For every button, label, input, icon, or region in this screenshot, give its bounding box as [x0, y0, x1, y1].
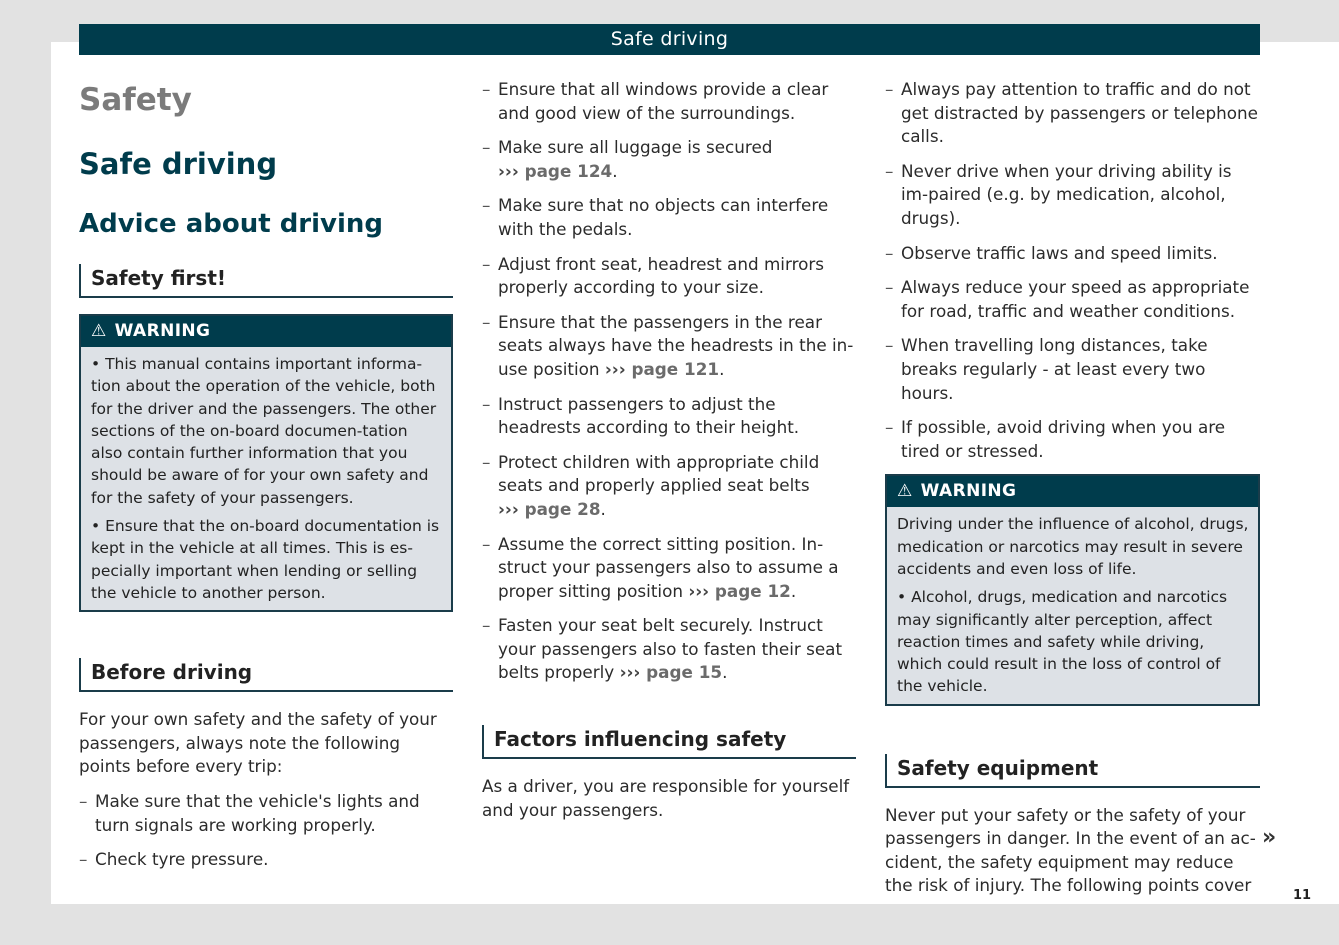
subheading-factors-influencing-safety: Factors influencing safety	[482, 725, 856, 759]
subheading-safety-equipment: Safety equipment	[885, 754, 1260, 788]
list-item: – When travelling long distances, take breaks regularly - at least every two hours.	[885, 334, 1260, 405]
page-reference-link[interactable]	[498, 161, 612, 181]
page-reference-link[interactable]	[605, 359, 719, 379]
list-item	[482, 393, 856, 440]
warning-label: WARNING	[920, 481, 1017, 502]
list-item: – Observe traffic laws and speed limits.	[885, 242, 1260, 266]
warning-triangle-icon: ⚠	[91, 321, 107, 341]
page-reference-link[interactable]	[688, 581, 791, 601]
page-reference-text: page 121	[631, 358, 720, 379]
list-item: – If possible, avoid driving when you are tired or stressed.	[885, 416, 1260, 463]
warning-paragraph: • Ensure that the on-board documentation is kept in the vehicle at all times. This is es-pecially important when lending or selling the vehicle to another person.	[91, 517, 440, 602]
warning-box	[79, 314, 453, 612]
list-item-text: Ensure that the passengers in the rear seats always have the headrests in the in-use position	[498, 311, 854, 379]
warning-header	[887, 476, 1258, 507]
list-item: – Fasten your seat belt securely. Instruct your passengers also to fasten their seat belts properly ››› page 15.	[482, 614, 856, 685]
chapter-header	[79, 24, 1260, 55]
list-item: – Protect children with appropriate child seats and properly applied seat belts ››› page 28.	[482, 451, 856, 522]
warning-label: WARNING	[114, 321, 211, 341]
reference-arrows-icon: ›››	[604, 358, 626, 379]
list-item: – Assume the correct sitting position. In-struct your passengers also to assume a proper sitting position ››› page 12.	[482, 533, 856, 604]
warning-paragraph: • This manual contains important informa-tion about the operation of the vehicle, both for the driver and the passengers. The other sections of the on-board documen-tation also contain further information that you should be aware of for your own safety and for the safety of your passengers.	[91, 355, 437, 507]
column-left	[79, 78, 453, 883]
list-item-text: Instruct passengers to adjust the headrests according to their height.	[498, 393, 800, 438]
chapter-title: Safe driving	[610, 28, 729, 50]
column-right	[885, 78, 1260, 898]
warning-body	[887, 507, 1258, 703]
list-item-text: Protect children with appropriate child seats and properly applied seat belts	[498, 451, 820, 496]
list-item: – Never drive when your driving ability is im-paired (e.g. by medication, alcohol, drugs).	[885, 160, 1260, 231]
list-item-text: Assume the correct sitting position. In-struct your passengers also to assume a proper sitting position	[498, 533, 839, 601]
section-title-safety: Safety	[79, 82, 192, 118]
list-item	[482, 194, 856, 241]
reference-arrows-icon: ›››	[498, 498, 519, 519]
subheading-safety-first: Safety first!	[79, 264, 453, 298]
checklist	[482, 78, 856, 685]
equipment-paragraph: Never put your safety or the safety of your passengers in danger. In the event of an ac-cident, the safety equipment may reduce the risk of injury. The following points cover	[885, 804, 1256, 896]
warning-header	[81, 316, 451, 347]
list-item-text: Fasten your seat belt securely. Instruct your passengers also to fasten their seat belts properly	[498, 615, 843, 683]
reference-arrows-icon: ›››	[498, 160, 519, 181]
warning-triangle-icon: ⚠	[897, 481, 913, 502]
list-item-text: Make sure that no objects can interfere with the pedals.	[498, 195, 829, 239]
list-item-text: Adjust front seat, headrest and mirrors properly according to your size.	[498, 253, 825, 298]
page-number: 11	[1293, 888, 1312, 903]
page-reference-text: page 12	[714, 580, 791, 601]
warning-paragraph: • Alcohol, drugs, medication and narcotics may significantly alter perception, affect reaction times and safety while driving, which could result in the loss of control of the vehicle.	[897, 588, 1228, 696]
continue-arrow-icon: »	[1262, 825, 1277, 850]
page-reference-text: page 124	[524, 160, 613, 181]
checklist	[885, 78, 1260, 463]
list-item	[482, 253, 856, 300]
list-item: – Always reduce your speed as appropriate for road, traffic and weather conditions.	[885, 276, 1260, 323]
factors-paragraph: As a driver, you are responsible for yourself and your passengers.	[482, 776, 850, 820]
warning-box	[885, 474, 1260, 705]
subheading-before-driving: Before driving	[79, 658, 453, 692]
list-item: – Make sure all luggage is secured ››› page 124.	[482, 136, 856, 183]
page-reference-link[interactable]	[620, 662, 723, 682]
list-item	[482, 78, 856, 125]
page-reference-text: page 28	[524, 498, 601, 519]
column-middle	[482, 78, 856, 822]
list-item: – Check tyre pressure.	[79, 848, 453, 872]
heading-advice-about-driving: Advice about driving	[79, 209, 384, 239]
chapter-title-safe-driving: Safe driving	[79, 147, 278, 181]
list-item-text: Make sure all luggage is secured	[498, 137, 773, 158]
list-item: – Ensure that the passengers in the rear seats always have the headrests in the in-use position ››› page 121.	[482, 311, 856, 382]
reference-arrows-icon: ›››	[619, 662, 641, 683]
intro-paragraph: For your own safety and the safety of your passengers, always note the following points before every trip:	[79, 709, 437, 777]
reference-arrows-icon: ›››	[688, 580, 710, 601]
warning-paragraph: Driving under the influence of alcohol, drugs, medication or narcotics may result in severe accidents and even loss of life.	[897, 515, 1249, 578]
list-item-text: Ensure that all windows provide a clear and good view of the surroundings.	[498, 79, 829, 123]
page-reference-link[interactable]	[498, 499, 601, 519]
page-reference-text: page 15	[646, 662, 723, 683]
list-item: – Make sure that the vehicle's lights and turn signals are working properly.	[79, 790, 453, 837]
list-item: – Always pay attention to traffic and do not get distracted by passengers or telephone calls.	[885, 78, 1260, 149]
warning-body	[81, 347, 451, 610]
checklist	[79, 790, 453, 872]
